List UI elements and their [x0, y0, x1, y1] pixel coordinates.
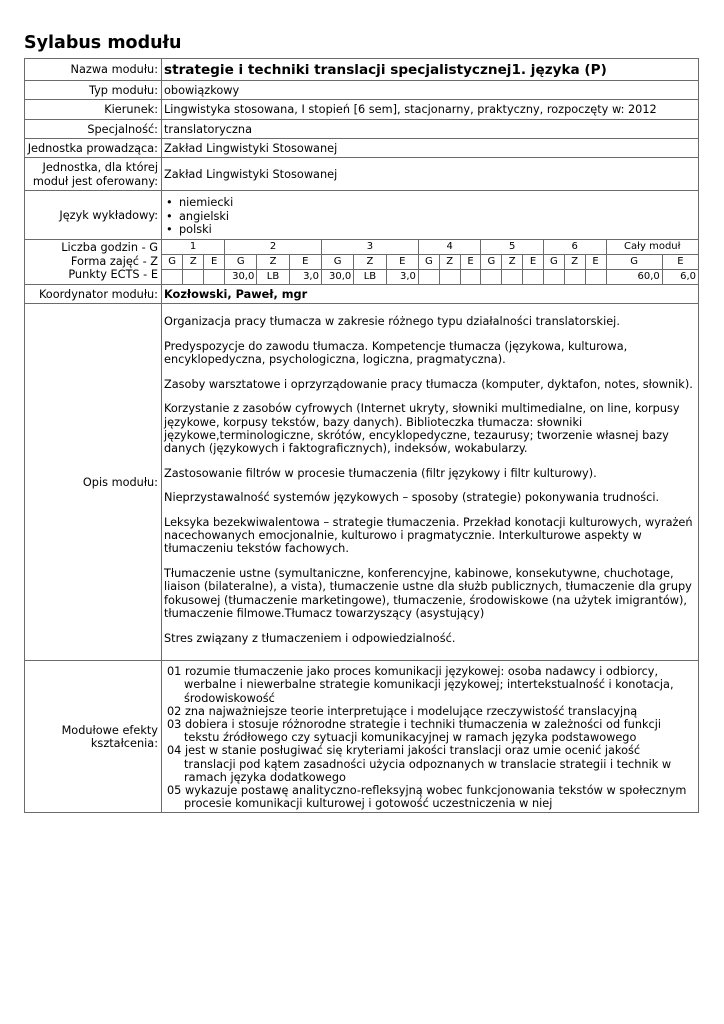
- type-header: E: [585, 254, 606, 269]
- offered-for-label: [25, 158, 162, 191]
- hours-values-row: [162, 269, 698, 284]
- field-value: Lingwistyka stosowana, I stopień [6 sem], stacjonarny, praktyczny, rozpoczęty w: 2012: [162, 100, 699, 119]
- hours-label: [25, 239, 162, 284]
- description-paragraph: Tłumaczenie ustne (symultaniczne, konferencyjne, kabinowe, konsekutywne, chuchotage, liaison (bilateralne), a vista), tłumaczenie ustne dla służb publicznych, tłumaczenie dla grupy fokusowej (tłumaczenie marketingowe), tłumaczenie, środowiskowe (na użytek imigrantów), tłumaczenie filmowe.Tłumacz towarzyszący (asystujący): [164, 567, 692, 620]
- type-header: G: [481, 254, 502, 269]
- outcomes-label: [25, 661, 162, 813]
- description-paragraph: Zastosowanie filtrów w procesie tłumaczenia (filtr językowy i filtr kulturowy).: [164, 466, 597, 480]
- type-header-row: [162, 254, 698, 269]
- type-header: G: [321, 254, 353, 269]
- outcomes-label-line2: kształcenia:: [90, 737, 158, 751]
- semester-header: 2: [225, 240, 322, 255]
- outcome-item: 03 dobiera i stosuje różnorodne strategie i techniki tłumaczenia w zależności od funkcji tekstu źródłowego czy sytuacji komunikacyjnej w ramach języka podstawowego: [167, 718, 662, 745]
- row-hours: [25, 239, 699, 284]
- type-header: G: [162, 254, 183, 269]
- outcome-item: 02 zna najważniejsze teorie interpretujące i modelujące rzeczywistość translacyjną: [167, 704, 638, 718]
- module-type-value: obowiązkowy: [162, 81, 699, 100]
- hours-label-line1: Liczba godzin - G: [61, 241, 158, 255]
- row-description: [25, 304, 699, 661]
- hours-value: [543, 269, 564, 284]
- hours-value: [481, 269, 502, 284]
- type-header: Z: [257, 254, 289, 269]
- coordinator-value: Kozłowski, Paweł, mgr: [162, 284, 699, 303]
- description-paragraph: Leksyka bezekwiwalentowa – strategie tłumaczenia. Przekład konotacji kulturowych, wyrażeń nacechowanych emocjonalnie, kulturowo i pragmatycznie. Interkulturowe aspekty w tłumaczeniu tekstów fachowych.: [164, 516, 693, 556]
- languages-value: [162, 191, 699, 239]
- hours-value: 60,0: [606, 269, 662, 284]
- unit-label: Jednostka prowadząca:: [25, 139, 162, 158]
- hours-value: [418, 269, 439, 284]
- hours-value: 3,0: [386, 269, 418, 284]
- hours-value: [439, 269, 460, 284]
- type-header: G: [543, 254, 564, 269]
- row-languages: [25, 191, 699, 239]
- type-header: G: [418, 254, 439, 269]
- type-header: E: [204, 254, 225, 269]
- language-item: • niemiecki: [164, 196, 696, 209]
- type-header: E: [460, 254, 481, 269]
- type-header: E: [523, 254, 544, 269]
- hours-label-line2: Forma zajęć - Z: [70, 254, 158, 268]
- row-specialty: [25, 119, 699, 138]
- hours-label-line3: Punkty ECTS - E: [68, 268, 158, 282]
- hours-value: LB: [257, 269, 289, 284]
- module-name-label: Nazwa modułu:: [25, 59, 162, 81]
- semester-header: 4: [418, 240, 481, 255]
- hours-value: 30,0: [225, 269, 257, 284]
- semester-header: 3: [321, 240, 418, 255]
- hours-value: [204, 269, 225, 284]
- description-value: [162, 304, 699, 661]
- outcomes-value: [162, 661, 699, 813]
- description-paragraph: Organizacja pracy tłumacza w zakresie różnego typu działalności translatorskiej.: [164, 315, 620, 329]
- row-module-type: [25, 81, 699, 100]
- description-paragraph: Nieprzystawalność systemów językowych – sposoby (strategie) pokonywania trudności.: [164, 491, 660, 505]
- type-header: Z: [183, 254, 204, 269]
- type-header: E: [662, 254, 698, 269]
- hours-grid-cell: [162, 239, 699, 284]
- hours-value: [502, 269, 523, 284]
- coordinator-label: Koordynator modułu:: [25, 284, 162, 303]
- type-header: G: [225, 254, 257, 269]
- type-header: Z: [502, 254, 523, 269]
- type-header: E: [289, 254, 321, 269]
- type-header: Z: [564, 254, 585, 269]
- semester-header: 5: [481, 240, 544, 255]
- row-coordinator: [25, 284, 699, 303]
- outcome-item: 05 wykazuje postawę analityczno-refleksyjną wobec funkcjonowania tekstów w społecznym procesie komunikacji kulturowej i gotowość uczestniczenia w niej: [167, 784, 687, 811]
- page-title: Sylabus modułu: [24, 33, 182, 53]
- row-outcomes: [25, 661, 699, 813]
- type-header: E: [386, 254, 418, 269]
- type-header: G: [606, 254, 662, 269]
- type-header: Z: [354, 254, 386, 269]
- semester-header: 1: [162, 240, 225, 255]
- row-field: [25, 100, 699, 119]
- semester-header-total: Cały moduł: [606, 240, 698, 255]
- hours-value: [162, 269, 183, 284]
- semester-header-row: [162, 240, 698, 255]
- outcome-item: 04 jest w stanie posługiwać się kryteriami jakości translacji oraz umie ocenić jakość translacji pod kątem zasadności użycia odpoznanych w translacie strategii i technik w ramach języka dodatkowego: [167, 744, 672, 784]
- hours-value: [460, 269, 481, 284]
- field-label: Kierunek:: [25, 100, 162, 119]
- row-offered-for: [25, 158, 699, 191]
- hours-table: [162, 240, 698, 284]
- description-label: Opis modułu:: [25, 304, 162, 661]
- hours-value: [183, 269, 204, 284]
- language-item: • angielski: [164, 210, 696, 223]
- hours-value: 30,0: [321, 269, 353, 284]
- description-paragraph: Predyspozycje do zawodu tłumacza. Kompetencje tłumacza (językowa, kulturowa, encyklopedyczna, psychologiczna, logiczna, pragmatyczna).: [164, 339, 628, 366]
- offered-for-label-line1: Jednostka, dla której: [42, 161, 158, 175]
- syllabus-table: [24, 58, 699, 813]
- offered-for-label-line2: moduł jest oferowany:: [32, 174, 158, 188]
- description-paragraph: Stres związany z tłumaczeniem i odpowiedzialność.: [164, 631, 456, 645]
- description-paragraph: Zasoby warsztatowe i oprzyrządowanie pracy tłumacza (komputer, dyktafon, notes, słownik).: [164, 377, 693, 391]
- outcomes-label-line1: Modułowe efekty: [61, 723, 158, 737]
- specialty-label: Specjalność:: [25, 119, 162, 138]
- semester-header: 6: [543, 240, 606, 255]
- unit-value: Zakład Lingwistyki Stosowanej: [162, 139, 699, 158]
- languages-list: [164, 194, 696, 235]
- languages-label: Język wykładowy:: [25, 191, 162, 239]
- module-type-label: Typ modułu:: [25, 81, 162, 100]
- hours-value: [564, 269, 585, 284]
- module-name-value: strategie i techniki translacji specjalistycznej1. języka (P): [162, 59, 699, 81]
- hours-value: 6,0: [662, 269, 698, 284]
- hours-value: [523, 269, 544, 284]
- hours-value: LB: [354, 269, 386, 284]
- row-module-name: [25, 59, 699, 81]
- offered-for-value: Zakład Lingwistyki Stosowanej: [162, 158, 699, 191]
- description-paragraph: Korzystanie z zasobów cyfrowych (Internet ukryty, słowniki multimedialne, on line, korpusy językowe, korpusy tekstów, bazy danych). Biblioteczka tłumacza: słowniki językowe,terminologiczne, skrótów, encyklopedyczne, tezaurusy; tworzenie własnej bazy danych (językowych i faktograficznych), indeksów, wokabularzy.: [164, 402, 680, 455]
- hours-value: 3,0: [289, 269, 321, 284]
- outcome-item: 01 rozumie tłumaczenie jako proces komunikacji językowej: osoba nadawcy i odbiorcy, werbalne i niewerbalne strategie komunikacji językowej; intertekstualność i konotacja, środowiskowość: [167, 665, 674, 705]
- row-unit: [25, 139, 699, 158]
- language-item: • polski: [164, 223, 696, 236]
- type-header: Z: [439, 254, 460, 269]
- specialty-value: translatoryczna: [162, 119, 699, 138]
- hours-value: [585, 269, 606, 284]
